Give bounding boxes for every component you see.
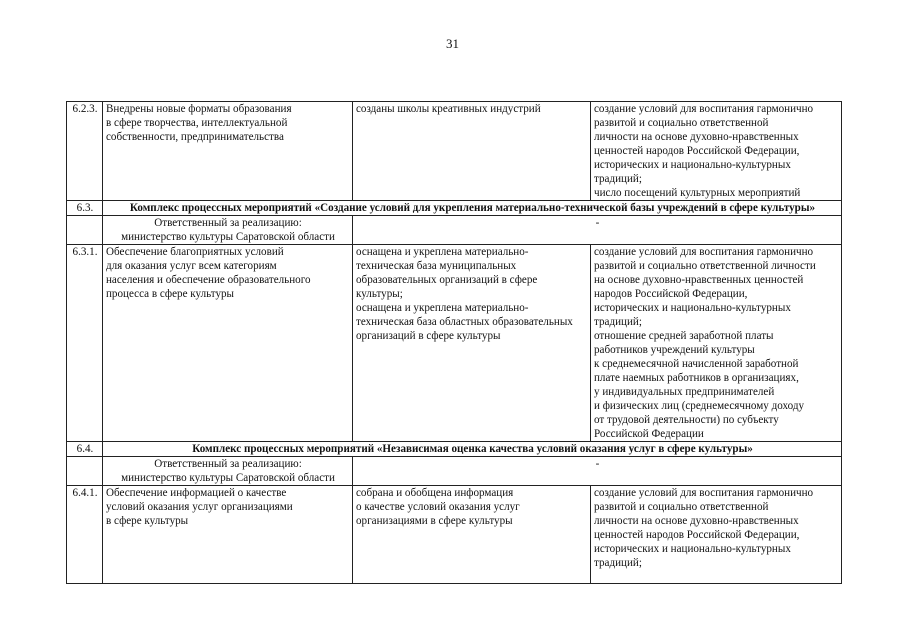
indicator-cell: создание условий для воспитания гармонично развитой и социально ответственной личности на основе духовно-нравственных ценностей народов Российской Федерации, исторических и национально-культурных традиций;	[591, 486, 842, 584]
empty-cell	[67, 457, 103, 486]
result-cell: созданы школы креативных индустрий	[353, 102, 591, 201]
page-number: 31	[446, 36, 459, 51]
row-number: 6.3.1.	[67, 245, 103, 442]
section-row	[67, 201, 842, 216]
empty-cell	[67, 216, 103, 245]
responsible-row	[67, 457, 842, 486]
task-cell: Обеспечение благоприятных условий для оказания услуг всем категориям населения и обеспечение образовательного процесса в сфере культуры	[103, 245, 353, 442]
section-number: 6.4.	[67, 442, 103, 457]
row-number: 6.4.1.	[67, 486, 103, 584]
task-cell: Внедрены новые форматы образования в сфере творчества, интеллектуальной собственности, предпринимательства	[103, 102, 353, 201]
measures-table	[66, 101, 842, 584]
table-row	[67, 486, 842, 584]
indicator-cell: создание условий для воспитания гармонично развитой и социально ответственной личности на основе духовно-нравственных ценностей народов Российской Федерации, исторических и национально-культурных традиций; отношение средней заработной платы работников учреждений культуры к среднемесячной начисленной заработной плате наемных работников в организациях, у индивидуальных предпринимателей и физических лиц (среднемесячному доходу от трудовой деятельности) по субъекту Российской Федерации	[591, 245, 842, 442]
responsible-value: -	[353, 216, 842, 245]
section-title: Комплекс процессных мероприятий «Создание условий для укрепления материально-технической базы учреждений в сфере культуры»	[103, 201, 842, 216]
responsible-value: -	[353, 457, 842, 486]
table-row	[67, 102, 842, 201]
responsible-label: Ответственный за реализацию: министерство культуры Саратовской области	[103, 457, 353, 486]
result-cell: собрана и обобщена информация о качестве условий оказания услуг организациями в сфере культуры	[353, 486, 591, 584]
section-title: Комплекс процессных мероприятий «Независимая оценка качества условий оказания услуг в сфере культуры»	[103, 442, 842, 457]
section-number: 6.3.	[67, 201, 103, 216]
indicator-cell: создание условий для воспитания гармонично развитой и социально ответственной личности на основе духовно-нравственных ценностей народов Российской Федерации, исторических и национально-культурных традиций; число посещений культурных мероприятий	[591, 102, 842, 201]
responsible-label: Ответственный за реализацию: министерство культуры Саратовской области	[103, 216, 353, 245]
section-row	[67, 442, 842, 457]
result-cell: оснащена и укреплена материально- техническая база муниципальных образовательных организаций в сфере культуры; оснащена и укреплена материально- техническая база областных образовательных организаций в сфере культуры	[353, 245, 591, 442]
row-number: 6.2.3.	[67, 102, 103, 201]
table-row	[67, 245, 842, 442]
responsible-row	[67, 216, 842, 245]
task-cell: Обеспечение информацией о качестве условий оказания услуг организациями в сфере культуры	[103, 486, 353, 584]
